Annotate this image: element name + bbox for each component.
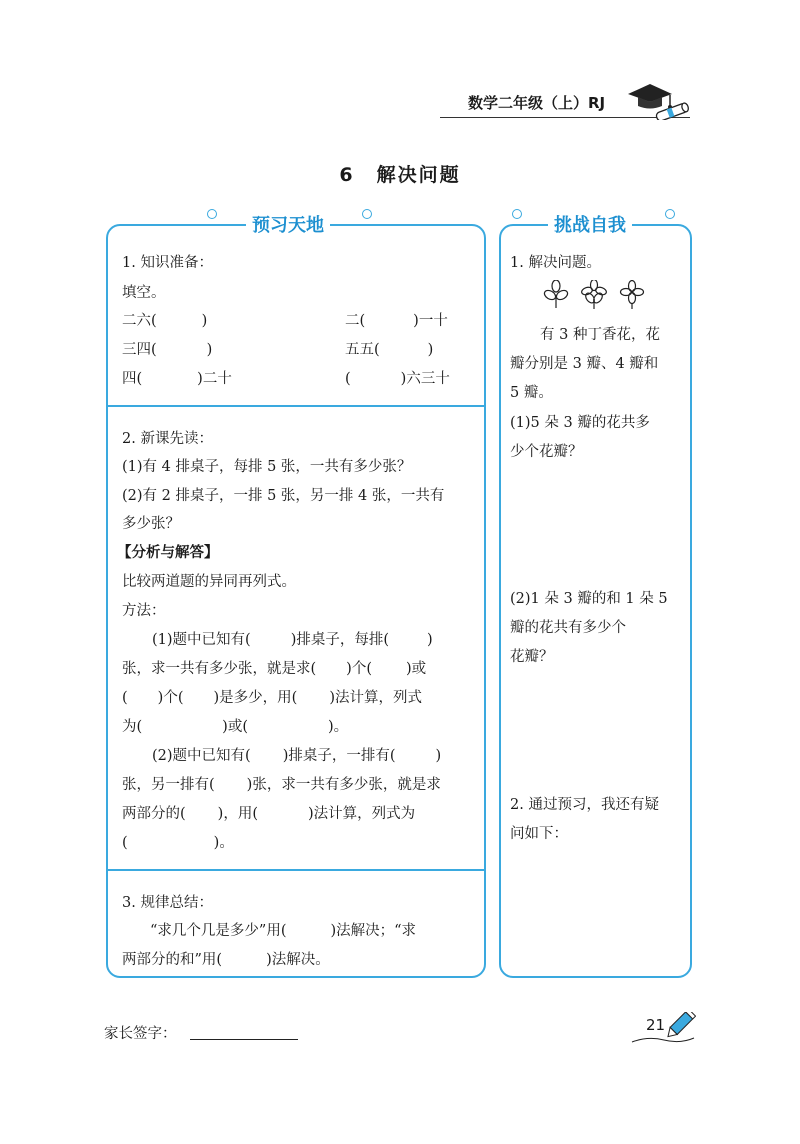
section-divider: [108, 869, 484, 871]
blank-row-1b: 二( )一十: [345, 313, 448, 329]
preview-label: 预习天地: [246, 211, 330, 237]
challenge-q2-line-3: 花瓣？: [510, 649, 554, 665]
challenge-q2-line-2: 瓣的花共有多少个: [510, 620, 626, 636]
method-2-line-2: 张，另一排有( )张，求一共有多少张，就是求: [122, 777, 441, 793]
graduation-cap-icon: [624, 80, 694, 120]
challenge-s2-line-2: 问如下：: [510, 826, 568, 842]
label-dot: [362, 209, 372, 219]
blank-row-1a: 二六( ): [122, 313, 208, 329]
challenge-desc-1: 有 3 种丁香花，花: [540, 327, 660, 343]
blank-row-3b: ( )六三十: [345, 371, 450, 387]
blank-row-2a: 三四( ): [122, 342, 213, 358]
s3-heading: 3. 规律总结：: [122, 895, 213, 911]
label-dot: [207, 209, 217, 219]
method-2-line-1: (2)题中已知有( )排桌子，一排有( ): [152, 748, 442, 764]
signature-line[interactable]: [190, 1039, 298, 1040]
lilac-flowers-icon: [542, 280, 654, 310]
label-dot: [665, 209, 675, 219]
s1-heading: 1. 知识准备：: [122, 255, 213, 271]
signature-label: 家长签字：: [104, 1026, 177, 1042]
method-2-line-4: ( )。: [122, 835, 234, 851]
challenge-s1-heading: 1. 解决问题。: [510, 255, 601, 271]
method-1-line-1: (1)题中已知有( )排桌子，每排( ): [152, 632, 433, 648]
s2-heading: 2. 新课先读：: [122, 431, 213, 447]
page-number: 21: [646, 1016, 666, 1034]
s3-line-2: 两部分的和”用( )法解决。: [122, 952, 330, 968]
section-divider: [108, 405, 484, 407]
challenge-label: 挑战自我: [548, 211, 632, 237]
lesson-number: 6: [339, 164, 355, 186]
method-label: 方法：: [122, 603, 166, 619]
s1-instruction: 填空。: [122, 285, 166, 301]
analysis-heading: 【分析与解答】: [117, 544, 219, 561]
label-dot: [512, 209, 522, 219]
challenge-q1-line-1: (1)5 朵 3 瓣的花共多: [510, 415, 650, 431]
challenge-desc-3: 5 瓣。: [510, 385, 553, 401]
method-1-line-4: 为( )或( )。: [122, 719, 349, 735]
compare-text: 比较两道题的异同再列式。: [122, 574, 296, 590]
method-1-line-2: 张，求一共有多少张，就是求( )个( )或: [122, 661, 427, 677]
challenge-s2-line-1: 2. 通过预习，我还有疑: [510, 797, 659, 813]
page-title-text: 解决问题: [376, 164, 461, 186]
blank-row-3a: 四( )二十: [122, 371, 232, 387]
challenge-q2-line-1: (2)1 朵 3 瓣的和 1 朵 5: [510, 591, 668, 607]
page-title: [0, 160, 800, 187]
method-1-line-3: ( )个( )是多少，用( )法计算，列式: [122, 690, 422, 706]
pencil-icon: [630, 1012, 696, 1048]
book-title: 数学二年级（上）RJ: [468, 94, 606, 112]
challenge-desc-2: 瓣分别是 3 瓣、4 瓣和: [510, 356, 659, 372]
s2-question-2: (2)有 2 排桌子，一排 5 张，另一排 4 张，一共有: [122, 488, 445, 504]
blank-row-2b: 五五( ): [345, 342, 434, 358]
s2-question-1: (1)有 4 排桌子，每排 5 张，一共有多少张？: [122, 459, 412, 475]
s3-line-1: “求几个几是多少”用( )法解决；“求: [150, 923, 417, 939]
s2-question-2-cont: 多少张？: [122, 516, 180, 532]
challenge-q1-line-2: 少个花瓣？: [510, 444, 583, 460]
method-2-line-3: 两部分的( )，用( )法计算，列式为: [122, 806, 416, 822]
